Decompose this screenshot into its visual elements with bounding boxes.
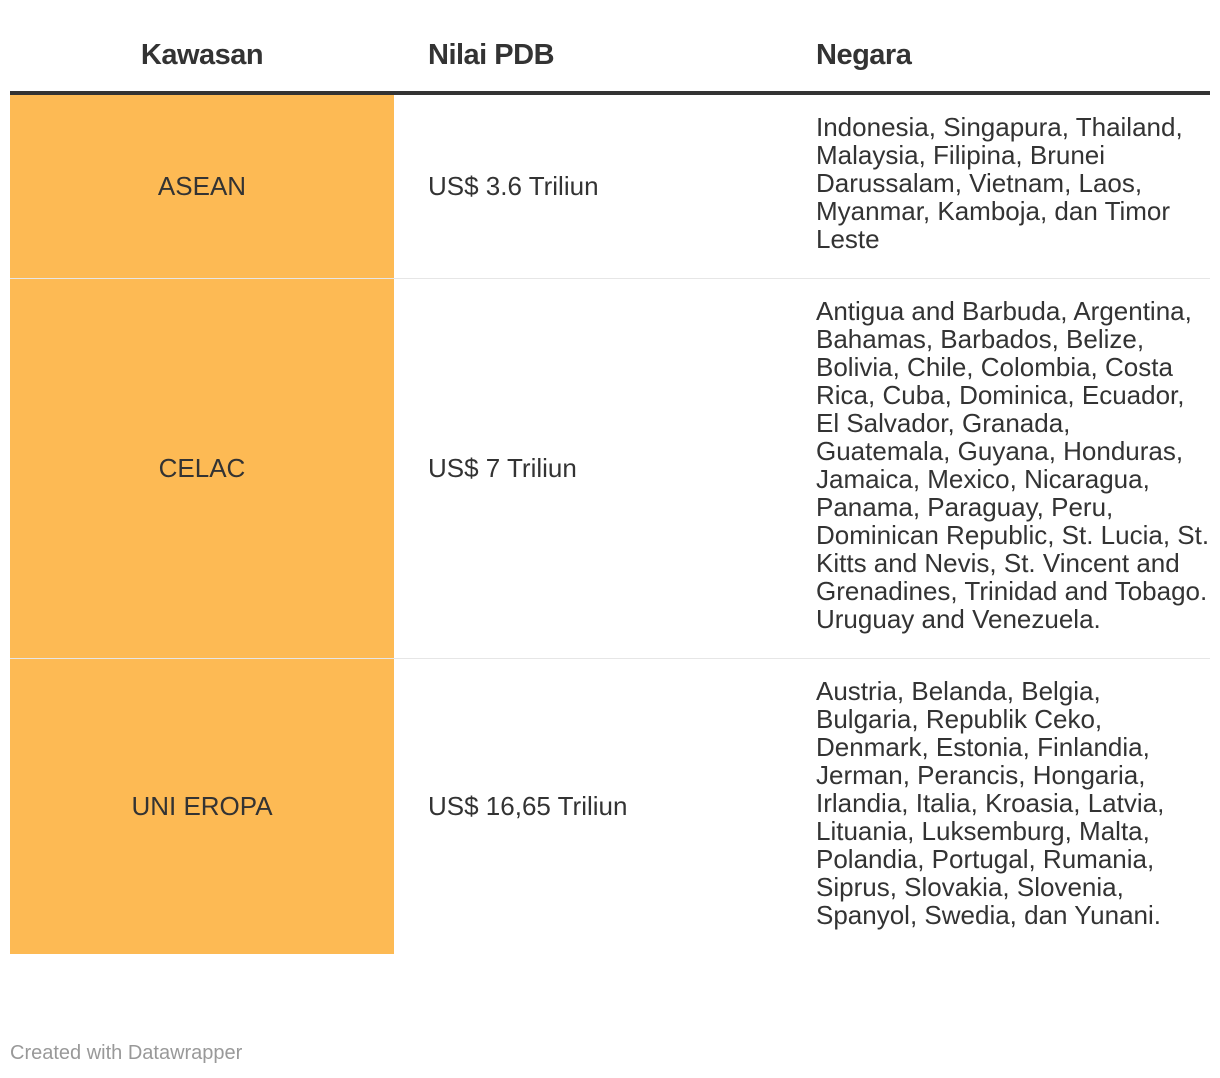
kawasan-cell: CELAC — [10, 279, 394, 658]
nilai-pdb-cell: US$ 7 Triliun — [428, 453, 577, 483]
negara-cell: Antigua and Barbuda, Argentina, Bahamas, Barbados, Belize, Bolivia, Chile, Colombia, Costa Rica, Cuba, Dominica, Ecuador, El Salvador, Granada, Guatemala, Guyana, Honduras, Jamaica, Mexico, Nicaragua, Panama, Paraguay, Peru, Dominican Republic, St. Lucia, St. Kitts and Nevis, St. Vincent and Grenadines, Trinidad and Tobago. Uruguay and Venezuela. — [816, 296, 1210, 634]
nilai-pdb-cell: US$ 16,65 Triliun — [428, 791, 628, 821]
table-row — [10, 95, 1210, 279]
table-row — [10, 659, 1210, 954]
table-header — [10, 20, 1210, 95]
header-negara[interactable]: Negara — [816, 39, 912, 71]
negara-cell: Indonesia, Singapura, Thailand, Malaysia, Filipina, Brunei Darussalam, Vietnam, Laos, Myanmar, Kamboja, dan Timor Leste — [816, 112, 1183, 254]
datawrapper-credit[interactable]: Created with Datawrapper — [10, 1042, 243, 1064]
kawasan-cell: ASEAN — [10, 95, 394, 278]
header-kawasan[interactable]: Kawasan — [140, 39, 264, 71]
kawasan-cell: UNI EROPA — [10, 659, 394, 954]
negara-cell: Austria, Belanda, Belgia, Bulgaria, Republik Ceko, Denmark, Estonia, Finlandia, Jerman, Perancis, Hongaria, Irlandia, Italia, Kroasia, Latvia, Lituania, Luksemburg, Malta, Polandia, Portugal, Rumania, Siprus, Slovakia, Slovenia, Spanyol, Swedia, dan Yunani. — [816, 676, 1165, 930]
header-nilai-pdb[interactable]: Nilai PDB — [428, 39, 555, 71]
nilai-pdb-cell: US$ 3.6 Triliun — [428, 171, 599, 201]
table-row — [10, 279, 1210, 659]
data-table — [10, 20, 1210, 954]
